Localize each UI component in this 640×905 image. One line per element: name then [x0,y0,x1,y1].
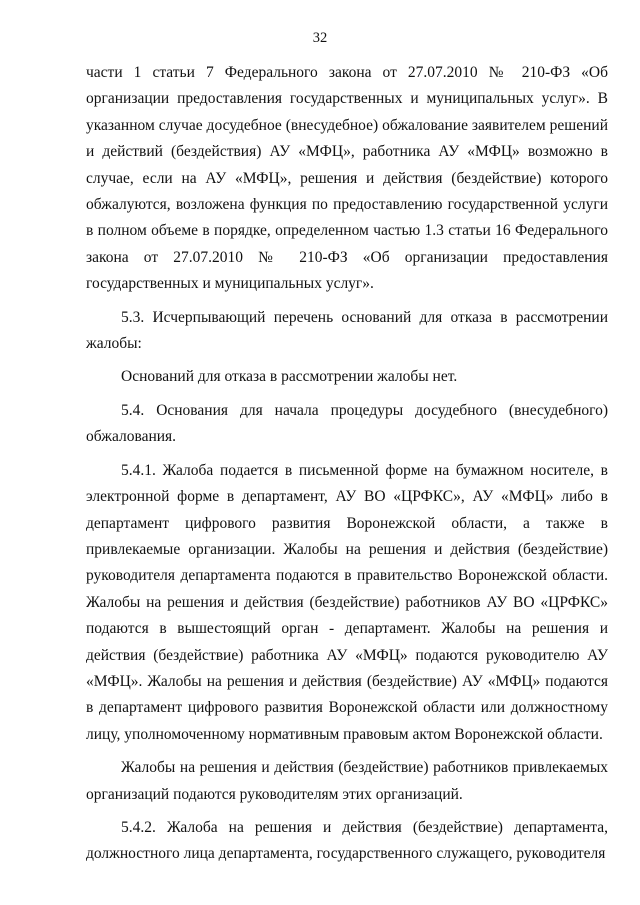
page-number: 32 [312,30,328,46]
paragraph-5-4-2: 5.4.2. Жалоба на решения и действия (бездействие) департамента, должностного лица департамента, государственного служащего, руководителя [86,818,608,863]
paragraph-no-grounds: Оснований для отказа в рассмотрении жалобы нет. [121,368,458,386]
document-body [86,60,608,868]
paragraph-5-3: 5.3. Исчерпывающий перечень оснований для отказа в рассмотрении жалобы: [86,308,608,353]
paragraph-5-4-1: 5.4.1. Жалоба подается в письменной форме на бумажном носителе, в электронной форме в департамент, АУ ВО «ЦРФКС», АУ «МФЦ» либо в департамент цифрового развития Воронежской области, а также в привлекаемые организации. Жалобы на решения и действия (бездействие) руководителя департамента подаются в правительство Воронежской области. Жалобы на решения и действия (бездействие) работников АУ ВО «ЦРФКС» подаются в вышестоящий орган - департамент. Жалобы на решения и действия (бездействие) работника АУ «МФЦ» подаются руководителю АУ «МФЦ». Жалобы на решения и действия (бездействие) АУ «МФЦ» подаются в департамент цифрового развития Воронежской области или должностному лицу, уполномоченному нормативным правовым актом Воронежской области. [86,461,608,743]
paragraph-continuation: части 1 статьи 7 Федерального закона от 27.07.2010 № 210-ФЗ «Об организации предоставления государственных и муниципальных услуг». В указанном случае досудебное (внесудебное) обжалование заявителем решений и действий (бездействия) АУ «МФЦ», работника АУ «МФЦ» возможно в случае, если на АУ «МФЦ», решения и действия (бездействие) которого обжалуются, возложена функция по предоставлению государственной услуги в полном объеме в порядке, определенном частью 1.3 статьи 16 Федерального закона от 27.07.2010 № 210-ФЗ «Об организации предоставления государственных и муниципальных услуг». [86,64,608,293]
paragraph-attracted-organizations: Жалобы на решения и действия (бездействие) работников привлекаемых организаций подаются руководителям этих организаций. [86,759,608,803]
paragraph-5-4: 5.4. Основания для начала процедуры досудебного (внесудебного) обжалования. [86,401,608,446]
